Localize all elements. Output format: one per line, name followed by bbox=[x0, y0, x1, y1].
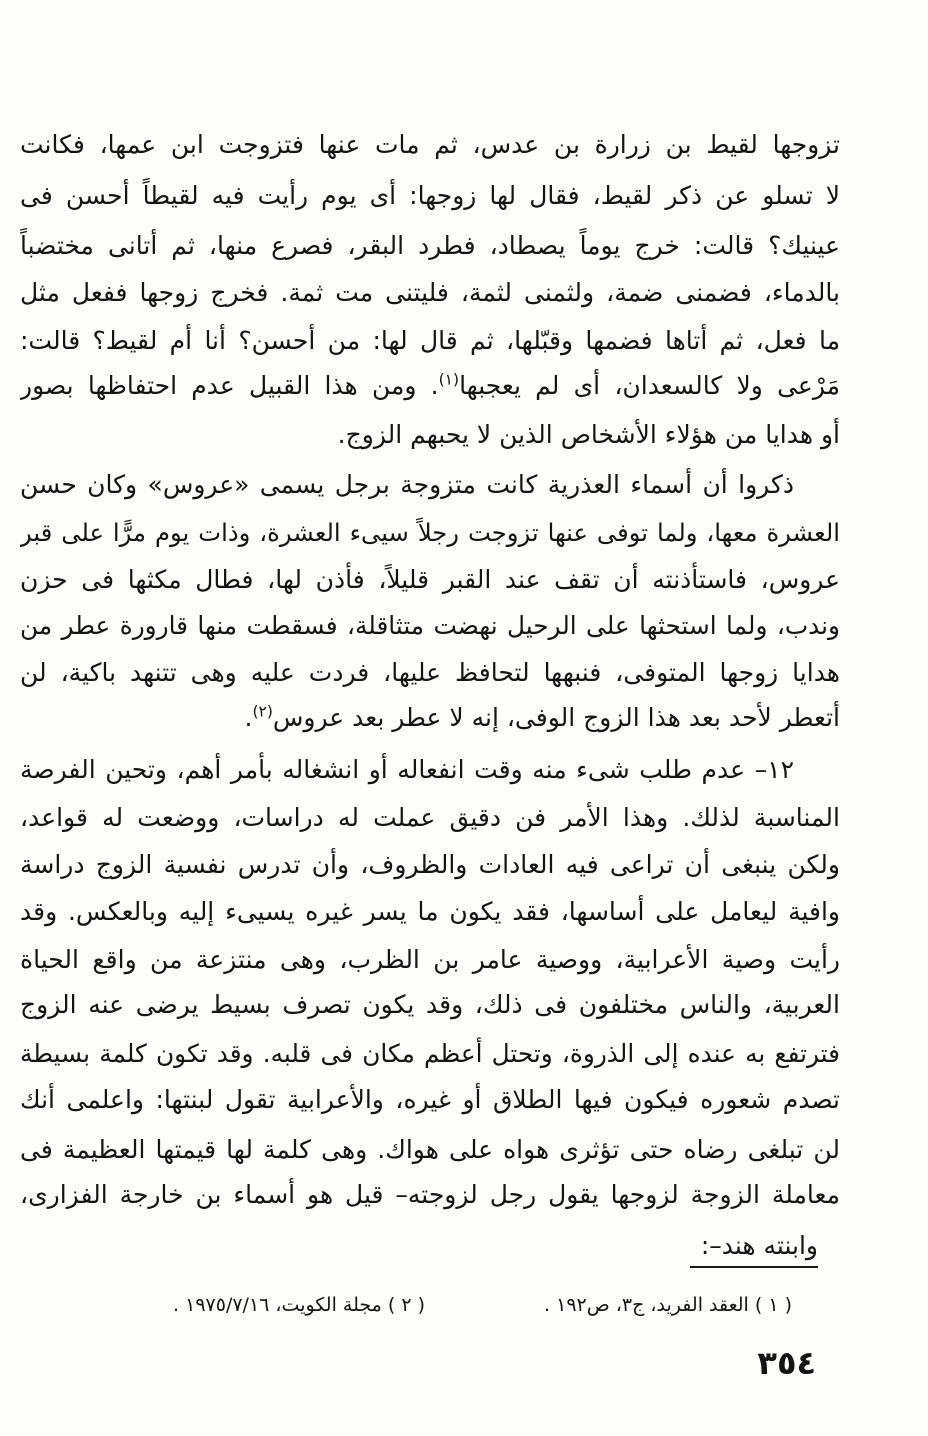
body-line-first: ذكروا أن أسماء العذرية كانت متزوجة برجل يسمى «عروس» وكان حسن bbox=[20, 470, 794, 499]
body-line: المناسبة لذلك. وهذا الأمر فن دقيق عملت له دراسات، ووضعت له قواعد، bbox=[20, 803, 840, 832]
line-text: أتعطر لأحد بعد هذا الزوج الوفى، إنه لا عطر بعد عروس bbox=[272, 703, 840, 732]
body-line: لن تبلغى رضاه حتى تؤثرى هواه على هواك. وهى كلمة لها قيمتها العظيمة فى bbox=[20, 1135, 840, 1164]
body-line: وافية ليعامل على أساسها، فقد يكون ما يسر غيره يسيىء إليه وبالعكس. وقد bbox=[20, 897, 840, 926]
body-line: ولكن ينبغى أن تراعى فيه العادات والظروف، وأن تدرس نفسية الزوج دراسة bbox=[20, 850, 840, 879]
body-line: بالدماء، فضمنى ضمة، ولثمنى لثمة، فليتنى مت ثمة. فخرج زوجها ففعل مثل bbox=[20, 278, 840, 307]
body-line: رأيت وصية الأعرابية، ووصية عامر بن الظرب، وهى منتزعة من واقع الحياة bbox=[20, 945, 840, 974]
line-text: . ومن هذا القبيل عدم احتفاظها بصور bbox=[20, 371, 439, 400]
footnote-2: ( ٢ ) مجلة الكويت، ١٩٧٥/٧/١٦ . bbox=[173, 1294, 425, 1316]
body-line: عروس، فاستأذنته أن تقف عند القبر قليلاً، فأذن لها، فطال مكثها فى حزن bbox=[20, 565, 840, 594]
body-line-first: ١٢– عدم طلب شىء منه وقت انفعاله أو انشغاله بأمر أهم، وتحين الفرصة bbox=[20, 755, 794, 784]
body-line: ما فعل، ثم أتاها فضمها وقبّلها، ثم قال لها: من أحسن؟ أنا أم لقيط؟ قالت: bbox=[20, 326, 840, 355]
body-line: وندب، ولما استحثها على الرحيل نهضت متثاقلة، فسقطت منها قارورة عطر من bbox=[20, 611, 840, 640]
body-line: تصدم شعوره فيكون فيها الطلاق أو غيره، والأعرابية تقول لبنتها: واعلمى أنك bbox=[20, 1085, 840, 1114]
body-line: عينيك؟ قالت: خرج يوماً يصطاد، فطرد البقر، فصرع منها، ثم أتانى مختضباً bbox=[20, 231, 840, 260]
body-line: لا تسلو عن ذكر لقيط، فقال لها زوجها: أى يوم رأيت فيه لقيطاً أحسن فى bbox=[20, 181, 840, 210]
line-text: مَرْعى ولا كالسعدان، أى لم يعجبها bbox=[459, 371, 840, 400]
page-number: ٣٥٤ bbox=[757, 1344, 816, 1382]
body-line: العشرة معها، ولما توفى عنها تزوجت رجلاً سيىء العشرة، وذات يوم مرًّا على قبر bbox=[20, 518, 840, 547]
body-line: معاملة الزوجة لزوجها يقول رجل لزوجته– قيل هو أسماء بن خارجة الفزارى، bbox=[20, 1180, 840, 1209]
line-text: . bbox=[244, 703, 253, 732]
body-line: فترتفع به عنده إلى الذروة، وتحتل أعظم مكان فى قلبه. وقد تكون كلمة بسيطة bbox=[20, 1039, 840, 1068]
footnote-separator bbox=[690, 1266, 818, 1268]
body-line-last: وابنته هند–: bbox=[700, 1231, 818, 1260]
body-line-last: أو هدايا من هؤلاء الأشخاص الذين لا يحبهم الزوج. bbox=[337, 420, 840, 449]
body-line bbox=[20, 362, 840, 410]
footnote-ref-1: (١) bbox=[438, 370, 460, 389]
footnote-1: ( ١ ) العقد الفريد، ج٣، ص١٩٢ . bbox=[544, 1294, 792, 1316]
body-line: العربية، والناس مختلفون فى ذلك، وقد يكون تصرف بسيط يرضى عنه الزوج bbox=[20, 990, 840, 1019]
body-line: هدايا زوجها المتوفى، فنبهها لتحافظ عليها، فردت عليه وهى تتنهد باكية، لن bbox=[20, 658, 840, 687]
body-line: تزوجها لقيط بن زرارة بن عدس، ثم مات عنها فتزوجت ابن عمها، فكانت bbox=[20, 130, 840, 159]
footnote-ref-2: (٢) bbox=[252, 702, 273, 721]
body-line-last bbox=[20, 694, 840, 742]
